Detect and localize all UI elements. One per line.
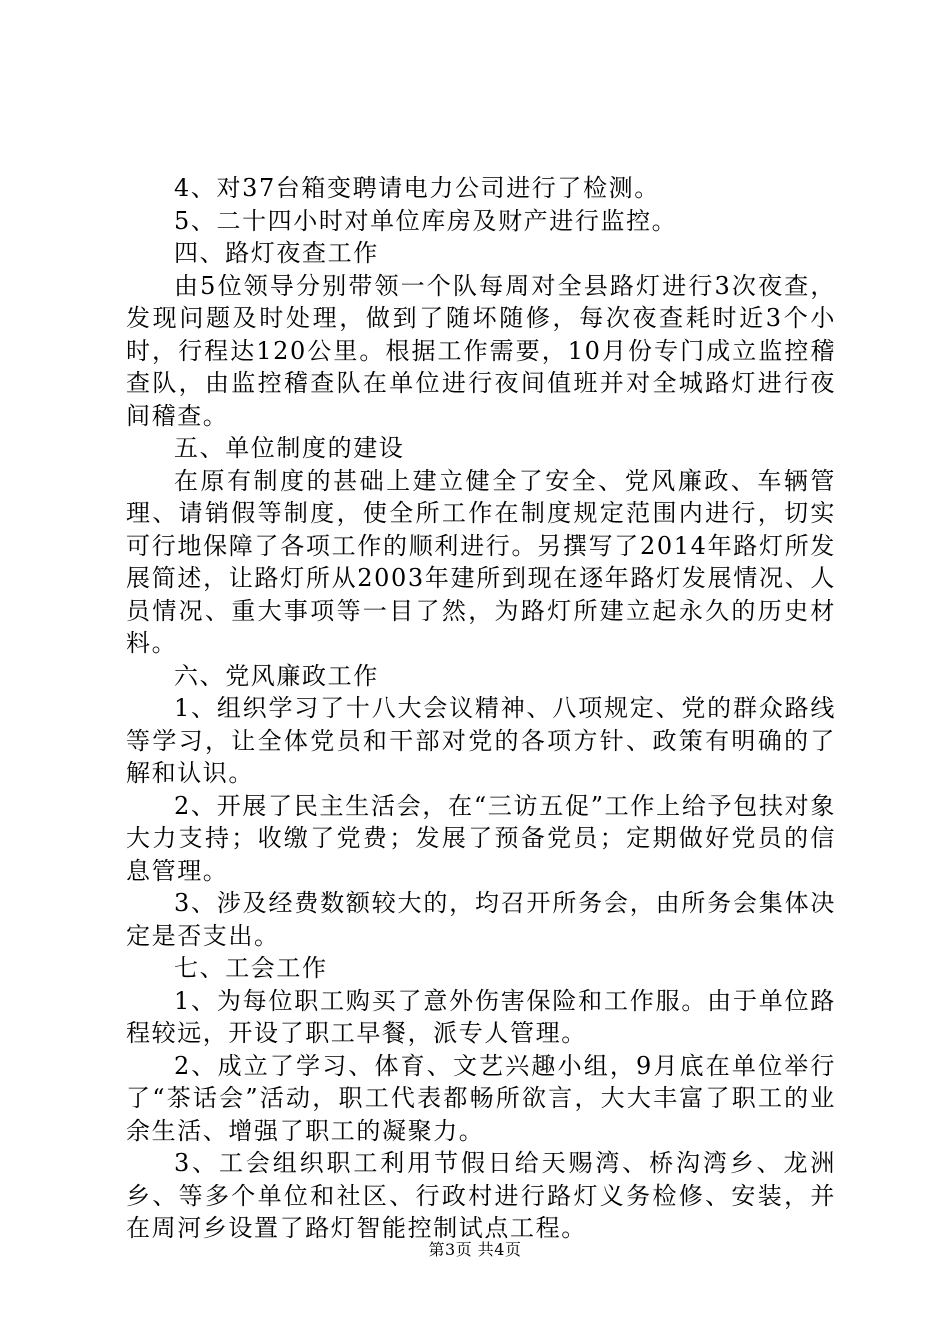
list-item: 1、为每位职工购买了意外伤害保险和工作服。由于单位路程较远，开设了职工早餐，派专人管理。 bbox=[126, 986, 836, 1047]
section-heading: 七、工会工作 bbox=[174, 954, 328, 982]
list-item: 3、涉及经费数额较大的，均召开所务会，由所务会集体决定是否支出。 bbox=[126, 889, 836, 950]
list-item: 5、二十四小时对单位库房及财产进行监控。 bbox=[174, 206, 678, 235]
section-heading: 四、路灯夜查工作 bbox=[174, 239, 379, 267]
list-item: 4、对37台箱变聘请电力公司进行了检测。 bbox=[174, 174, 660, 202]
section-heading: 五、单位制度的建设 bbox=[174, 434, 405, 462]
page-number-footer: 第3页 共4页 bbox=[428, 1240, 522, 1259]
body-paragraph: 在原有制度的甚础上建立健全了安全、党风廉政、车辆管理、请销假等制度，使全所工作在制度规定范围内进行，切实可行地保障了各项工作的顺利进行。另撰写了2014年路灯所发展简述，让路灯所从2003年建所到现在逐年路灯发展情况、人员情况、重大事项等一目了然，为路灯所建立起永久的历史材料。 bbox=[126, 466, 836, 657]
section-heading: 六、党风廉政工作 bbox=[174, 661, 379, 690]
list-item: 2、成立了学习、体育、文艺兴趣小组，9月底在单位举行了“茶话会”活动，职工代表都畅所欲言，大大丰富了职工的业余生活、增强了职工的凝聚力。 bbox=[126, 1051, 836, 1145]
list-item: 3、工会组织职工利用节假日给天赐湾、桥沟湾乡、龙洲乡、等多个单位和社区、行政村进行路灯义务检修、安装，并在周河乡设置了路灯智能控制试点工程。 bbox=[126, 1149, 836, 1242]
list-item: 2、开展了民主生活会，在“三访五促”工作上给予包扶对象大力支持；收缴了党费；发展了预备党员；定期做好党员的信息管理。 bbox=[126, 791, 836, 885]
body-paragraph: 由5位领导分别带领一个队每周对全县路灯进行3次夜查，发现问题及时处理，做到了随坏随修，每次夜查耗时近3个小时，行程达120公里。根据工作需要，10月份专门成立监控稽查队，由监控稽查队在单位进行夜间值班并对全城路灯进行夜间稽查。 bbox=[126, 271, 836, 430]
document-body bbox=[126, 172, 836, 1245]
list-item: 1、组织学习了十八大会议精神、八项规定、党的群众路线等学习，让全体党员和干部对党的各项方针、政策有明确的了解和认识。 bbox=[126, 694, 836, 787]
